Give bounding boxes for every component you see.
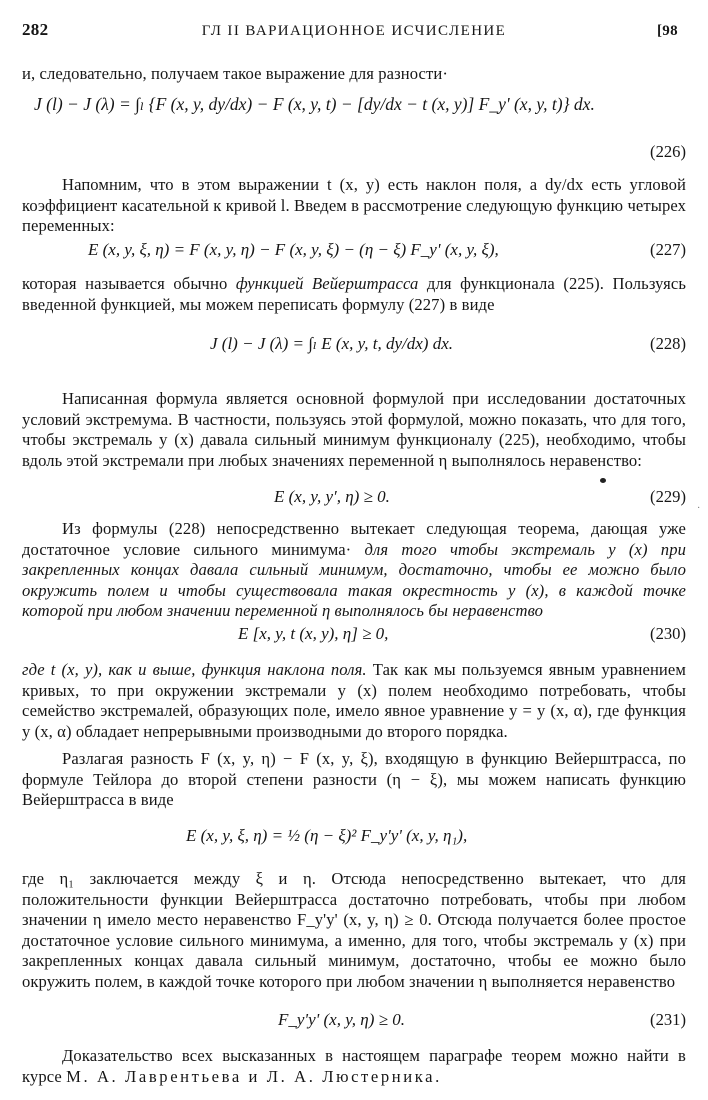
text-run: Так как мы пользуемся явным уравнением кривых, то при окружении экстремали y (x) полем необходимо потребовать, чтобы семейство экстремалей, образующих поле, имело явное уравнение y = y (x, α), где функция y (x, α) обладает непрерывными производными до второго порядка. xyxy=(22,660,686,741)
text-run: Из формулы (228) непосредственно вытекает следующая теорема, дающая уже достаточное условие сильного минимума· xyxy=(22,519,686,559)
paragraph-main-formula: Написанная формула является основной формулой при исследовании достаточных условий экстремума. В частности, пользуясь этой формулой, можно показать, что для того, чтобы экстремаль y (x) давала сильный минимум функционалу (225), необходимо, чтобы вдоль этой экстремали при любых значениях переменной η выполнялось неравенство: xyxy=(22,389,686,470)
paragraph-taylor: Разлагая разность F (x, y, η) − F (x, y, ξ), входящую в функцию Вейерштрасса, по формуле Тейлора до второй степени разности (η − ξ), мы можем написать функцию Вейерштрасса в виде xyxy=(22,749,686,809)
page-number: 282 xyxy=(22,20,49,39)
paragraph-theorem xyxy=(22,519,686,622)
text-run: Доказательство всех высказанных в настоящем параграфе теорем можно найти в курсе xyxy=(22,1046,686,1086)
paragraph-weierstrass-def xyxy=(22,274,686,315)
equation-230: E [x, y, t (x, y), η] ≥ 0, xyxy=(238,624,389,643)
equation-226: J (l) − J (λ) = ∫ₗ {F (x, y, dy/dx) − F (x, y, t) − [dy/dx − t (x, y)] F_y' (x, y, t)} dx. xyxy=(34,94,595,114)
equation-229: E (x, y, y′, η) ≥ 0. xyxy=(274,487,390,506)
paragraph-conclusion: где η₁ заключается между ξ и η. Отсюда непосредственно вытекает, что для положительности функции Вейерштрасса достаточно потребовать, чтобы при любом значении η имело место неравенство F_y'y' (x, y, η) ≥ 0. Отсюда получается более простое достаточное условие сильного минимума, а именно, для того, чтобы экстремаль y (x) при закрепленных концах давала сильный минимум, достаточно, чтобы ее можно было окружить полем, в каждой точке которого при любом значении η выполняется неравенство xyxy=(22,869,686,991)
equation-number-228: (228) xyxy=(650,334,686,353)
print-speck xyxy=(600,478,606,483)
equation-number-231: (231) xyxy=(650,1010,686,1029)
reference-authors: М. А. Лаврентьева и Л. А. Люстерника. xyxy=(66,1066,442,1086)
paragraph-reference xyxy=(22,1046,686,1087)
paragraph-intro: и, следовательно, получаем такое выражение для разности· xyxy=(22,64,448,83)
paragraph-field-slope xyxy=(22,660,686,742)
equation-231: F_y'y' (x, y, η) ≥ 0. xyxy=(278,1010,405,1029)
equation-number-229: (229) xyxy=(650,487,686,506)
equation-number-226: (226) xyxy=(650,142,686,161)
paragraph-slope: Напомним, что в этом выражении t (x, y) есть наклон поля, а dy/dx есть угловой коэффициент касательной к кривой l. Введем в рассмотрение следующую функцию четырех переменных: xyxy=(22,175,686,235)
running-title: ГЛ II ВАРИАЦИОННОЕ ИСЧИСЛЕНИЕ xyxy=(201,23,507,39)
equation-228: J (l) − J (λ) = ∫ₗ E (x, y, t, dy/dx) dx. xyxy=(210,334,453,353)
term-weierstrass-function: функцией Вейерштрасса xyxy=(235,274,419,293)
text-run: которая называется обычно xyxy=(22,274,236,293)
text-run-italic: где t (x, y), как и выше, функция наклона поля. xyxy=(22,660,367,679)
equation-number-230: (230) xyxy=(650,624,686,643)
theorem-statement: для того чтобы экстремаль y (x) при закрепленных концах давала сильный минимум, достаточно, чтобы ее можно было окружить полем и чтобы существовала такая окрестность y (x), в каждой точке которой при любом значении переменной η выполнялось бы неравенство xyxy=(22,539,686,620)
equation-227: E (x, y, ξ, η) = F (x, y, η) − F (x, y, ξ) − (η − ξ) F_y' (x, y, ξ), xyxy=(88,240,499,259)
margin-mark: · xyxy=(697,503,701,514)
equation-taylor: E (x, y, ξ, η) = ½ (η − ξ)² F_y'y' (x, y, η₁), xyxy=(186,826,468,845)
section-number: [98 xyxy=(657,23,678,39)
equation-number-227: (227) xyxy=(650,240,686,259)
text-run: для функционала (225). Пользуясь введенной функцией, мы можем переписать формулу (227) в виде xyxy=(22,274,686,314)
